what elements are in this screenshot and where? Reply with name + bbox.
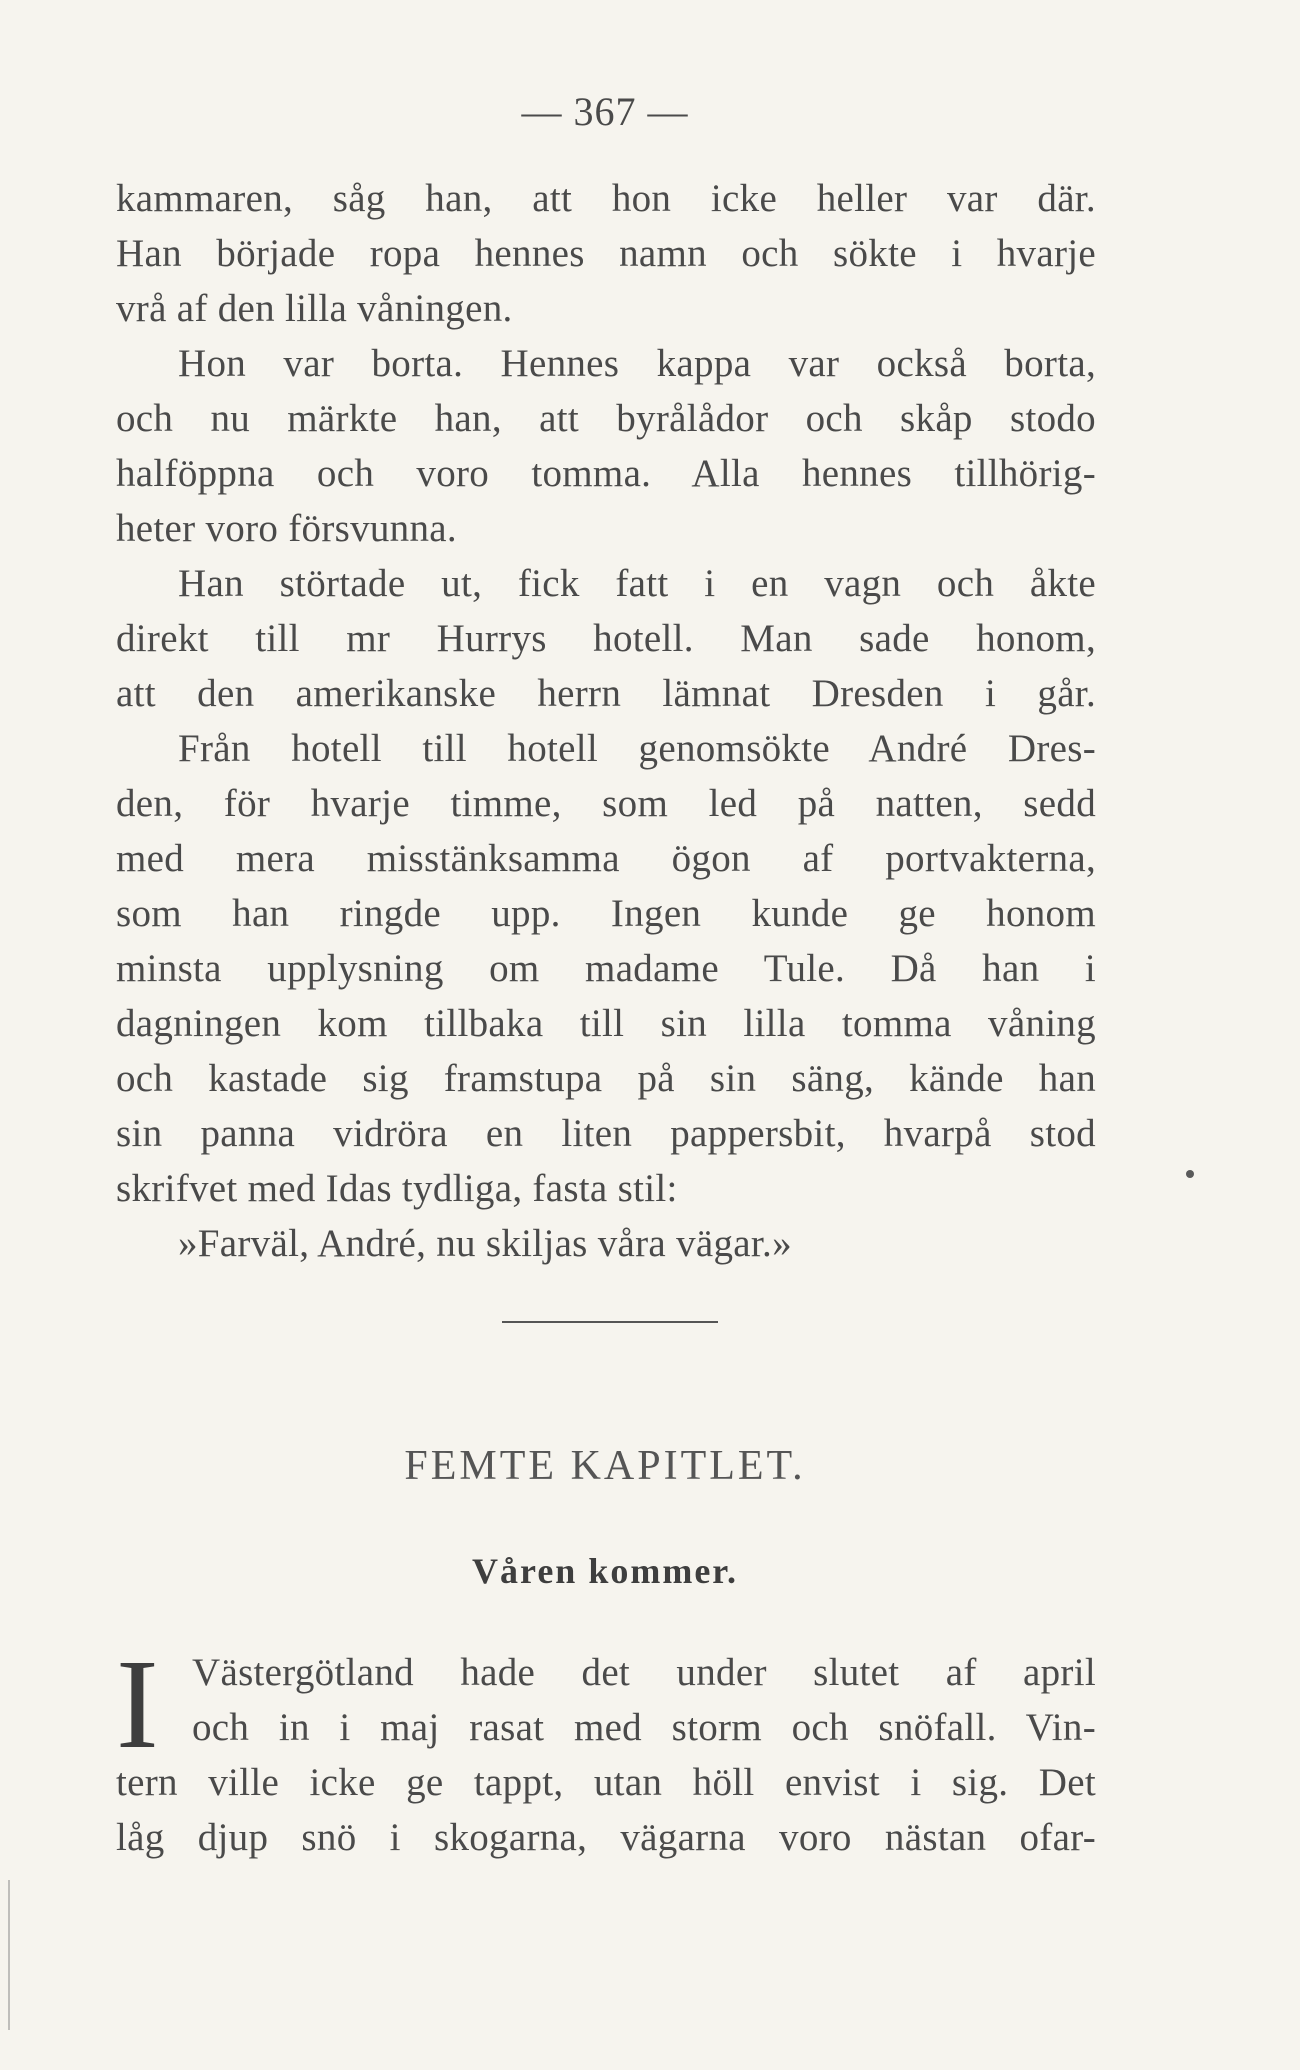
text-line: låg djup snö i skogarna, vägarna voro nästan ofar- [116,1816,1096,1859]
text-line: Från hotell till hotell genomsökte André Dres- [178,727,1096,770]
chapter-subtitle: Våren kommer. [472,1551,738,1591]
text-line: halföppna och voro tomma. Alla hennes tillhörig- [116,452,1096,495]
text-line: som han ringde upp. Ingen kunde ge honom [116,892,1096,935]
text-line: Han störtade ut, fick fatt i en vagn och åkte [178,562,1096,605]
text-line: Han började ropa hennes namn och sökte i hvarje [116,232,1096,275]
page-number: — 367 — [521,89,689,134]
text-line: med mera misstänksamma ögon af portvakterna, [116,837,1096,880]
chapter-heading: FEMTE KAPITLET. [404,1443,806,1489]
text-line: heter voro försvunna. [116,507,457,550]
text-line: minsta upplysning om madame Tule. Då han i [116,947,1096,990]
text-line: skrifvet med Idas tydliga, fasta stil: [116,1167,678,1210]
text-line: Västergötland hade det under slutet af april [192,1651,1096,1694]
stray-ink-dot [1186,1170,1194,1178]
text-line: och kastade sig framstupa på sin säng, kände han [116,1057,1096,1100]
text-line: den, för hvarje timme, som led på natten, sedd [116,782,1096,825]
text-line: Hon var borta. Hennes kappa var också borta, [178,342,1096,385]
text-line: att den amerikanske herrn lämnat Dresden i går. [116,672,1096,715]
text-line: direkt till mr Hurrys hotell. Man sade honom, [116,617,1096,660]
text-line: kammaren, såg han, att hon icke heller var där. [116,177,1096,220]
text-line: och nu märkte han, att byrålådor och skåp stodo [116,397,1096,440]
section-divider [502,1321,718,1323]
scan-margin-mark [8,1880,10,2030]
text-line: »Farväl, André, nu skiljas våra vägar.» [178,1222,792,1265]
text-line: vrå af den lilla våningen. [116,287,513,330]
text-line: tern ville icke ge tappt, utan höll envist i sig. Det [116,1761,1096,1804]
text-line: och in i maj rasat med storm och snöfall. Vin- [192,1706,1096,1749]
drop-cap: I [116,1633,159,1775]
text-line: dagningen kom tillbaka till sin lilla tomma våning [116,1002,1096,1045]
text-line: sin panna vidröra en liten pappersbit, hvarpå stod [116,1112,1096,1155]
